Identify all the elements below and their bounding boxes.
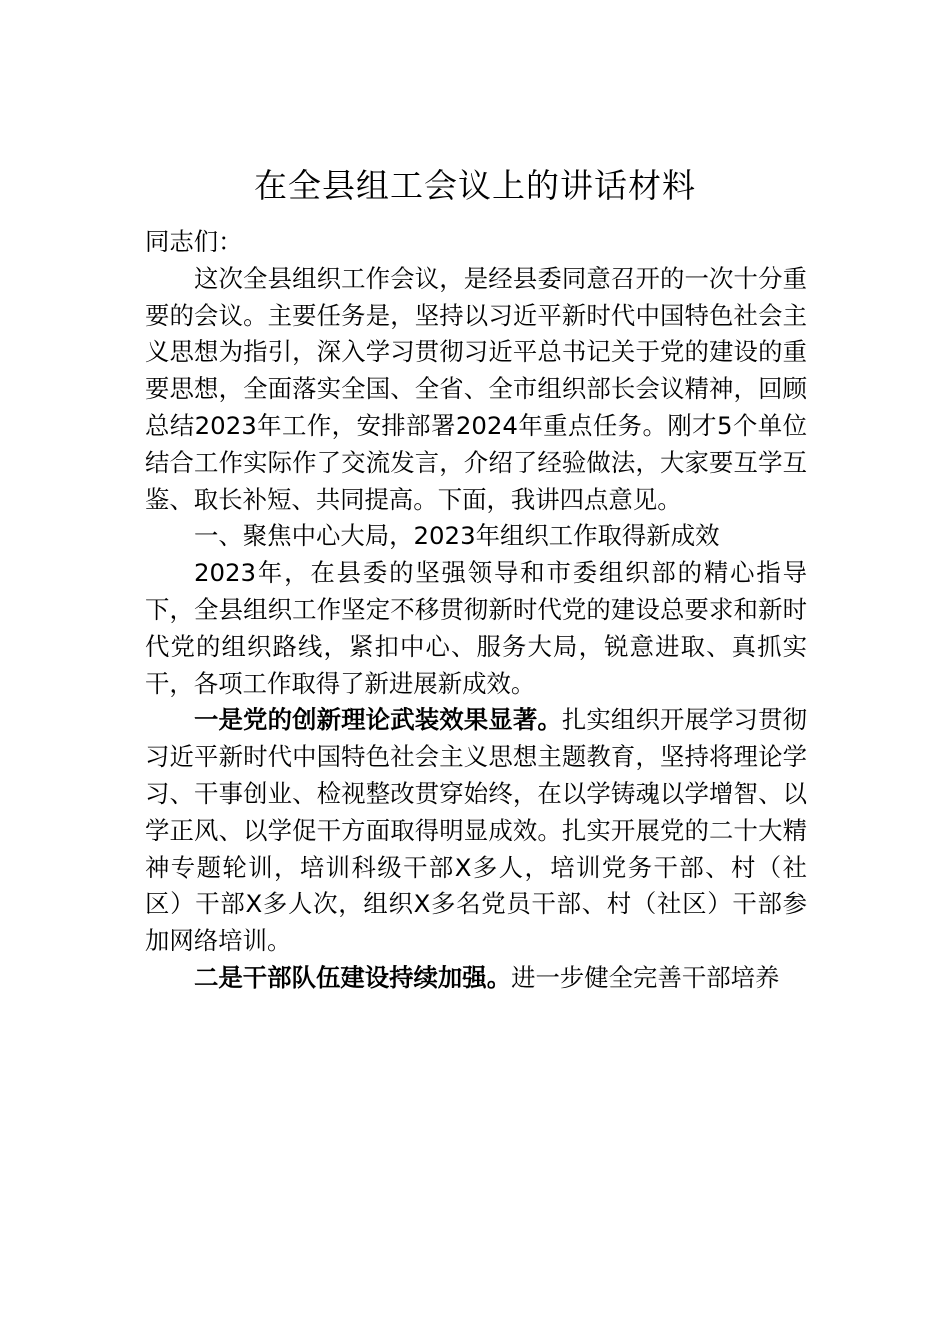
paragraph-point-2 [145, 960, 807, 997]
point-2-lead: 二是干部队伍建设持续加强。 [194, 962, 512, 992]
section-heading-1: 一、聚焦中心大局，2023年组织工作取得新成效 [194, 521, 720, 551]
paragraph-overview: 2023年，在县委的坚强领导和市委组织部的精心指导下，全县组织工作坚定不移贯彻新时代党的建设总要求和新时代党的组织路线，紧扣中心、服务大局，锐意进取、真抓实干，各项工作取得了新进展新成效。 [145, 558, 807, 698]
point-1-body: 扎实组织开展学习贯彻习近平新时代中国特色社会主义思想主题教育，坚持将理论学习、干事创业、检视整改贯穿始终，在以学铸魂以学增智、以学正风、以学促干方面取得明显成效。扎实开展党的二十大精神专题轮训，培训科级干部X多人，培训党务干部、村（社区）干部X多人次，组织X多名党员干部、村（社区）干部参加网络培训。 [145, 705, 807, 956]
point-2-body: 进一步健全完善干部培养 [511, 962, 780, 992]
document-title: 在全县组工会议上的讲话材料 [254, 166, 696, 205]
salutation: 同志们： [145, 227, 243, 256]
document-body [145, 224, 807, 997]
point-1-lead: 一是党的创新理论武装效果显著。 [194, 705, 562, 735]
paragraph-intro: 这次全县组织工作会议，是经县委同意召开的一次十分重要的会议。主要任务是，坚持以习近平新时代中国特色社会主义思想为指引，深入学习贯彻习近平总书记关于党的建设的重要思想，全面落实全国、全省、全市组织部长会议精神，回顾总结2023年工作，安排部署2024年重点任务。刚才5个单位结合工作实际作了交流发言，介绍了经验做法，大家要互学互鉴、取长补短、共同提高。下面，我讲四点意见。 [145, 263, 807, 514]
paragraph-point-1 [145, 702, 807, 960]
